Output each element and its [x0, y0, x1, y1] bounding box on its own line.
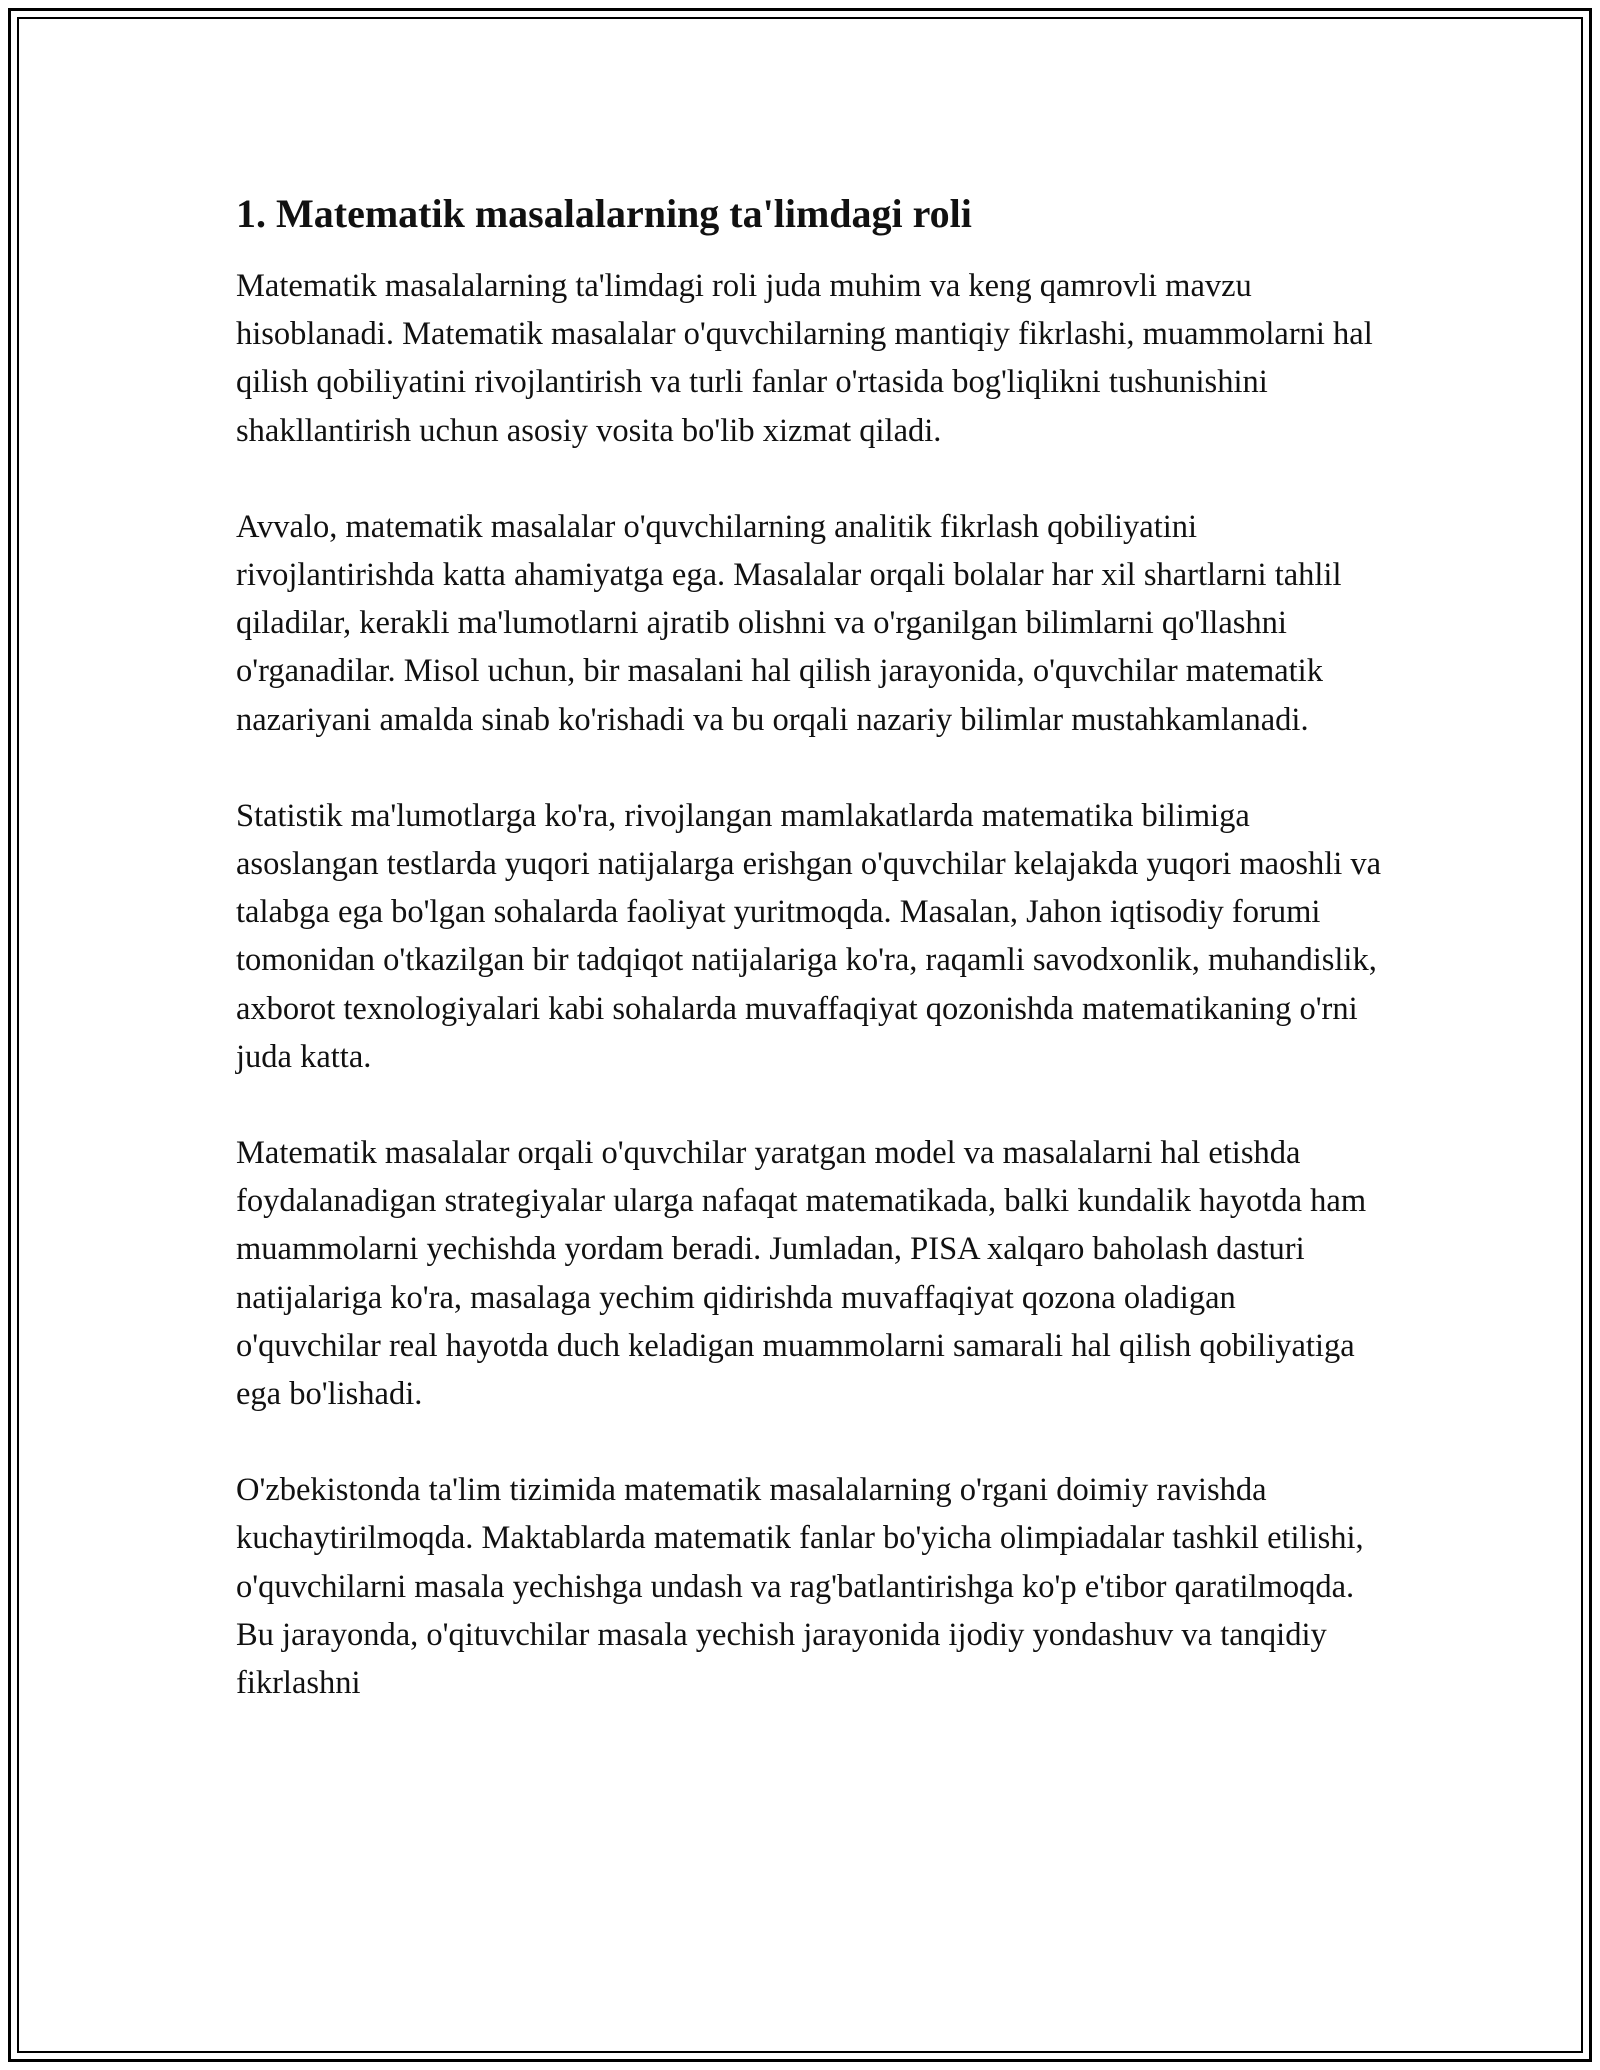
- document-body: [236, 188, 1386, 1755]
- paragraph: Statistik ma'lumotlarga ko'ra, rivojlangan mamlakatlarda matematika bilimiga asoslangan testlarda yuqori natijalarga erishgan o'quvchilar kelajakda yuqori maoshli va talabga ega bo'lgan sohalarda faoliyat yuritmoqda. Masalan, Jahon iqtisodiy forumi tomonidan o'tkazilgan bir tadqiqot natijalariga ko'ra, raqamli savodxonlik, muhandislik, axborot texnologiyalari kabi sohalarda muvaffaqiyat qozonishda matematikaning o'rni juda katta.: [236, 797, 1382, 1075]
- paragraph: Matematik masalalarning ta'limdagi roli juda muhim va keng qamrovli mavzu hisoblanadi. Matematik masalalar o'quvchilarning mantiqiy fikrlashi, muammolarni hal qilish qobiliyatini rivojlantirish va turli fanlar o'rtasida bog'liqlikni tushunishini shakllantirish uchun asosiy vosita bo'lib xizmat qiladi.: [236, 268, 1373, 449]
- section-title: 1. Matematik masalalarning ta'limdagi roli: [236, 191, 972, 236]
- paragraph: O'zbekistonda ta'lim tizimida matematik masalalarning o'rgani doimiy ravishda kuchaytirilmoqda. Maktablarda matematik fanlar bo'yicha olimpiadalar tashkil etilishi, o'quvchilarni masala yechishga undash va rag'batlantirishga ko'p e'tibor qaratilmoqda. Bu jarayonda, o'qituvchilar masala yechish jarayonida ijodiy yondashuv va tanqidiy fikrlashni: [236, 1472, 1364, 1702]
- paragraph: Matematik masalalar orqali o'quvchilar yaratgan model va masalalarni hal etishda foydalanadigan strategiyalar ularga nafaqat matematikada, balki kundalik hayotda ham muammolarni yechishda yordam beradi. Jumladan, PISA xalqaro baholash dasturi natijalariga ko'ra, masalaga yechim qidirishda muvaffaqiyat qozona oladigan o'quvchilar real hayotda duch keladigan muammolarni samarali hal qilish qobiliyatiga ega bo'lishadi.: [236, 1135, 1367, 1413]
- paragraph: Avvalo, matematik masalalar o'quvchilarning analitik fikrlash qobiliyatini rivojlantirishda katta ahamiyatga ega. Masalalar orqali bolalar har xil shartlarni tahlil qiladilar, kerakli ma'lumotlarni ajratib olishni va o'rganilgan bilimlarni qo'llashni o'rganadilar. Misol uchun, bir masalani hal qilish jarayonida, o'quvchilar matematik nazariyani amalda sinab ko'rishadi va bu orqali nazariy bilimlar mustahkamlanadi.: [236, 508, 1342, 738]
